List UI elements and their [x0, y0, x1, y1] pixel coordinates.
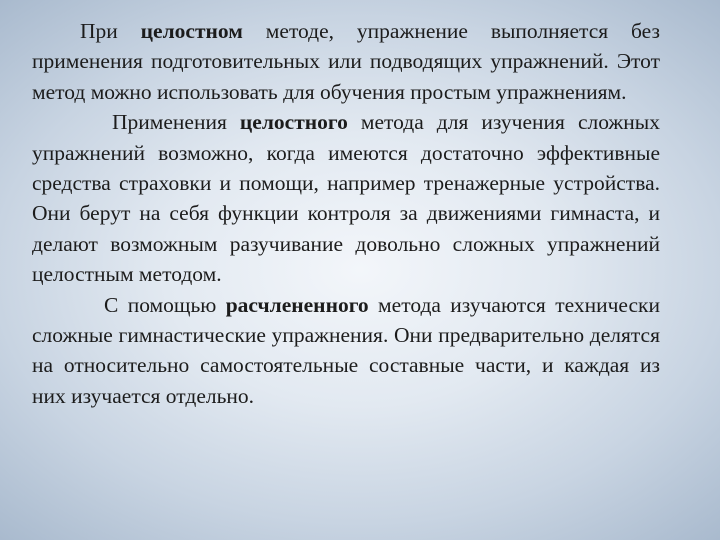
paragraph-3-text: метода изучаются технически сложные гимнастические упражнения. Они предварительно делятся на относительно самостоятельные составные части, и каждая из них изучается отдельно. [32, 292, 660, 408]
term-dissected: расчлененного [225, 292, 369, 317]
paragraph-2-text: метода для изучения сложных упражнений возможно, когда имеются достаточно эффективные средства страховки и помощи, например тренажерные устройства. Они берут на себя функции контроля за движениями гимнаста, и делают возможным разучивание довольно сложных упражнений целостным методом. [32, 110, 660, 287]
paragraph-1-lead: При [80, 19, 141, 43]
paragraph-holistic-method [32, 16, 660, 107]
paragraph-1-text: методе, упражнение выполняется без применения подготовительных или подводящих упражнений. Этот метод можно использовать для обучения простым упражнениям. [32, 19, 660, 104]
paragraph-holistic-application [32, 107, 660, 289]
paragraph-dissected-method [32, 290, 660, 412]
paragraph-2-lead: Применения [112, 110, 240, 135]
paragraph-3-lead: С помощью [104, 292, 226, 317]
term-holistic-genitive: целостного [239, 110, 348, 135]
slide-text-body [32, 16, 660, 411]
term-holistic: целостном [140, 19, 243, 43]
